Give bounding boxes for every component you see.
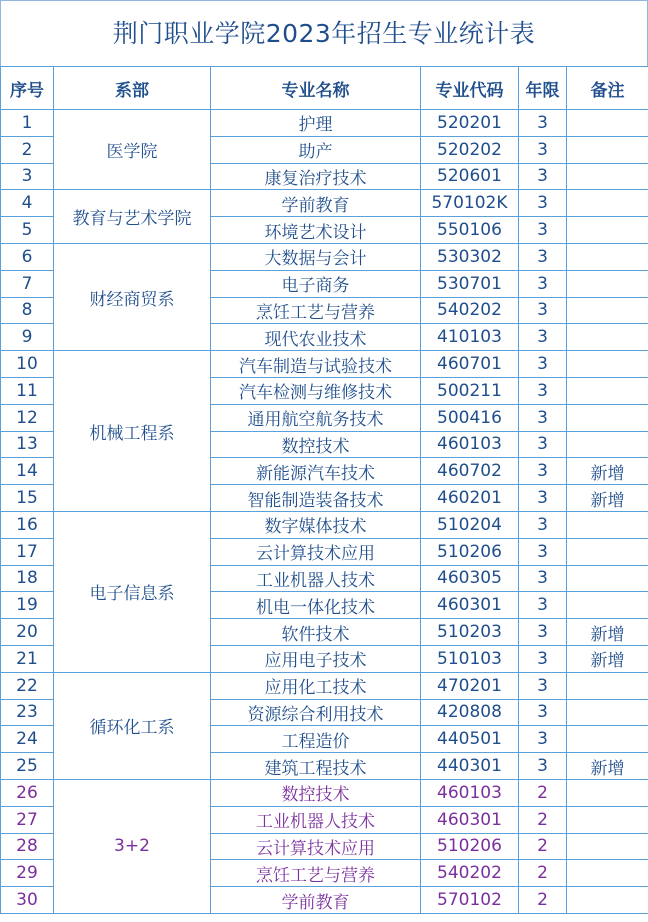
- cell-major: 数控技术: [211, 431, 421, 458]
- cell-department: 财经商贸系: [54, 243, 211, 350]
- cell-note: [567, 511, 648, 538]
- cell-department: 循环化工系: [54, 672, 211, 779]
- cell-code: 460301: [421, 592, 519, 619]
- cell-seq: 17: [1, 538, 54, 565]
- cell-major: 环境艺术设计: [211, 217, 421, 244]
- header-major: 专业名称: [211, 67, 421, 110]
- cell-note: [567, 779, 648, 806]
- cell-note: [567, 565, 648, 592]
- cell-years: 3: [519, 672, 567, 699]
- table-body: [1, 110, 648, 914]
- cell-years: 3: [519, 110, 567, 137]
- cell-code: 520601: [421, 163, 519, 190]
- cell-major: 数控技术: [211, 779, 421, 806]
- table-row: [1, 243, 648, 270]
- cell-note: [567, 190, 648, 217]
- cell-seq: 15: [1, 485, 54, 512]
- cell-years: 3: [519, 377, 567, 404]
- cell-code: 570102: [421, 887, 519, 914]
- table-row: [1, 190, 648, 217]
- cell-seq: 29: [1, 860, 54, 887]
- cell-years: 3: [519, 404, 567, 431]
- cell-seq: 27: [1, 806, 54, 833]
- cell-code: 540202: [421, 297, 519, 324]
- cell-years: 3: [519, 324, 567, 351]
- cell-seq: 16: [1, 511, 54, 538]
- cell-code: 460103: [421, 779, 519, 806]
- table-row: [1, 779, 648, 806]
- cell-note: [567, 887, 648, 914]
- cell-years: 3: [519, 297, 567, 324]
- cell-code: 500416: [421, 404, 519, 431]
- cell-major: 汽车检测与维修技术: [211, 377, 421, 404]
- cell-seq: 4: [1, 190, 54, 217]
- cell-code: 410103: [421, 324, 519, 351]
- cell-code: 540202: [421, 860, 519, 887]
- cell-years: 3: [519, 190, 567, 217]
- table-header-row: [1, 67, 648, 110]
- cell-major: 康复治疗技术: [211, 163, 421, 190]
- cell-code: 460301: [421, 806, 519, 833]
- cell-seq: 22: [1, 672, 54, 699]
- cell-major: 云计算技术应用: [211, 538, 421, 565]
- table-row: [1, 672, 648, 699]
- cell-major: 智能制造装备技术: [211, 485, 421, 512]
- page-title: 荆门职业学院2023年招生专业统计表: [0, 0, 648, 66]
- cell-seq: 11: [1, 377, 54, 404]
- cell-major: 学前教育: [211, 190, 421, 217]
- cell-code: 510206: [421, 538, 519, 565]
- cell-major: 机电一体化技术: [211, 592, 421, 619]
- cell-note: 新增: [567, 619, 648, 646]
- cell-seq: 13: [1, 431, 54, 458]
- cell-code: 460701: [421, 351, 519, 378]
- cell-years: 3: [519, 726, 567, 753]
- cell-seq: 14: [1, 458, 54, 485]
- cell-seq: 10: [1, 351, 54, 378]
- cell-years: 2: [519, 806, 567, 833]
- cell-note: [567, 163, 648, 190]
- cell-major: 通用航空航务技术: [211, 404, 421, 431]
- cell-department: 教育与艺术学院: [54, 190, 211, 244]
- cell-code: 510204: [421, 511, 519, 538]
- cell-code: 530302: [421, 243, 519, 270]
- cell-code: 460201: [421, 485, 519, 512]
- cell-code: 510203: [421, 619, 519, 646]
- cell-seq: 19: [1, 592, 54, 619]
- cell-note: [567, 806, 648, 833]
- cell-code: 520202: [421, 136, 519, 163]
- cell-major: 新能源汽车技术: [211, 458, 421, 485]
- cell-note: [567, 699, 648, 726]
- cell-years: 3: [519, 485, 567, 512]
- cell-major: 工业机器人技术: [211, 565, 421, 592]
- cell-department: 电子信息系: [54, 511, 211, 672]
- cell-seq: 1: [1, 110, 54, 137]
- header-years: 年限: [519, 67, 567, 110]
- cell-years: 2: [519, 887, 567, 914]
- cell-years: 2: [519, 779, 567, 806]
- cell-department: 3+2: [54, 779, 211, 913]
- cell-seq: 6: [1, 243, 54, 270]
- cell-note: [567, 217, 648, 244]
- cell-seq: 23: [1, 699, 54, 726]
- cell-seq: 9: [1, 324, 54, 351]
- cell-major: 护理: [211, 110, 421, 137]
- cell-code: 520201: [421, 110, 519, 137]
- cell-years: 2: [519, 833, 567, 860]
- cell-years: 3: [519, 136, 567, 163]
- cell-code: 510103: [421, 645, 519, 672]
- cell-note: [567, 431, 648, 458]
- cell-years: 3: [519, 270, 567, 297]
- cell-years: 2: [519, 860, 567, 887]
- cell-major: 数字媒体技术: [211, 511, 421, 538]
- cell-years: 3: [519, 753, 567, 780]
- cell-note: [567, 538, 648, 565]
- cell-seq: 5: [1, 217, 54, 244]
- cell-seq: 25: [1, 753, 54, 780]
- cell-years: 3: [519, 538, 567, 565]
- cell-code: 500211: [421, 377, 519, 404]
- cell-seq: 26: [1, 779, 54, 806]
- cell-note: [567, 726, 648, 753]
- cell-note: [567, 672, 648, 699]
- table-row: [1, 110, 648, 137]
- cell-note: 新增: [567, 458, 648, 485]
- cell-major: 汽车制造与试验技术: [211, 351, 421, 378]
- cell-major: 工业机器人技术: [211, 806, 421, 833]
- cell-years: 3: [519, 351, 567, 378]
- cell-note: [567, 404, 648, 431]
- cell-code: 550106: [421, 217, 519, 244]
- cell-code: 460702: [421, 458, 519, 485]
- cell-major: 烹饪工艺与营养: [211, 860, 421, 887]
- cell-major: 学前教育: [211, 887, 421, 914]
- cell-seq: 21: [1, 645, 54, 672]
- header-dept: 系部: [54, 67, 211, 110]
- cell-code: 470201: [421, 672, 519, 699]
- cell-major: 现代农业技术: [211, 324, 421, 351]
- cell-seq: 30: [1, 887, 54, 914]
- header-note: 备注: [567, 67, 648, 110]
- cell-note: [567, 833, 648, 860]
- cell-note: [567, 377, 648, 404]
- cell-code: 460305: [421, 565, 519, 592]
- cell-department: 医学院: [54, 110, 211, 190]
- cell-major: 建筑工程技术: [211, 753, 421, 780]
- cell-major: 助产: [211, 136, 421, 163]
- cell-years: 3: [519, 431, 567, 458]
- cell-code: 570102K: [421, 190, 519, 217]
- cell-seq: 8: [1, 297, 54, 324]
- header-seq: 序号: [1, 67, 54, 110]
- cell-note: [567, 324, 648, 351]
- cell-note: [567, 270, 648, 297]
- cell-years: 3: [519, 699, 567, 726]
- cell-code: 460103: [421, 431, 519, 458]
- cell-major: 烹饪工艺与营养: [211, 297, 421, 324]
- cell-seq: 28: [1, 833, 54, 860]
- cell-code: 440501: [421, 726, 519, 753]
- cell-seq: 24: [1, 726, 54, 753]
- cell-years: 3: [519, 163, 567, 190]
- cell-note: 新增: [567, 645, 648, 672]
- cell-major: 资源综合利用技术: [211, 699, 421, 726]
- cell-years: 3: [519, 565, 567, 592]
- cell-note: [567, 351, 648, 378]
- cell-code: 530701: [421, 270, 519, 297]
- cell-major: 应用化工技术: [211, 672, 421, 699]
- cell-department: 机械工程系: [54, 351, 211, 512]
- cell-seq: 12: [1, 404, 54, 431]
- cell-years: 3: [519, 645, 567, 672]
- cell-note: [567, 297, 648, 324]
- cell-code: 420808: [421, 699, 519, 726]
- header-code: 专业代码: [421, 67, 519, 110]
- cell-years: 3: [519, 243, 567, 270]
- cell-major: 应用电子技术: [211, 645, 421, 672]
- cell-years: 3: [519, 592, 567, 619]
- cell-note: 新增: [567, 485, 648, 512]
- cell-note: [567, 860, 648, 887]
- cell-years: 3: [519, 217, 567, 244]
- cell-major: 电子商务: [211, 270, 421, 297]
- cell-years: 3: [519, 619, 567, 646]
- cell-seq: 2: [1, 136, 54, 163]
- cell-major: 云计算技术应用: [211, 833, 421, 860]
- cell-major: 软件技术: [211, 619, 421, 646]
- cell-seq: 20: [1, 619, 54, 646]
- enrollment-table: [0, 66, 648, 914]
- cell-seq: 18: [1, 565, 54, 592]
- cell-major: 大数据与会计: [211, 243, 421, 270]
- cell-code: 510206: [421, 833, 519, 860]
- cell-seq: 7: [1, 270, 54, 297]
- cell-note: [567, 110, 648, 137]
- cell-note: [567, 243, 648, 270]
- cell-code: 440301: [421, 753, 519, 780]
- cell-years: 3: [519, 511, 567, 538]
- cell-years: 3: [519, 458, 567, 485]
- cell-note: [567, 136, 648, 163]
- cell-note: 新增: [567, 753, 648, 780]
- cell-seq: 3: [1, 163, 54, 190]
- cell-major: 工程造价: [211, 726, 421, 753]
- cell-note: [567, 592, 648, 619]
- table-row: [1, 351, 648, 378]
- table-row: [1, 511, 648, 538]
